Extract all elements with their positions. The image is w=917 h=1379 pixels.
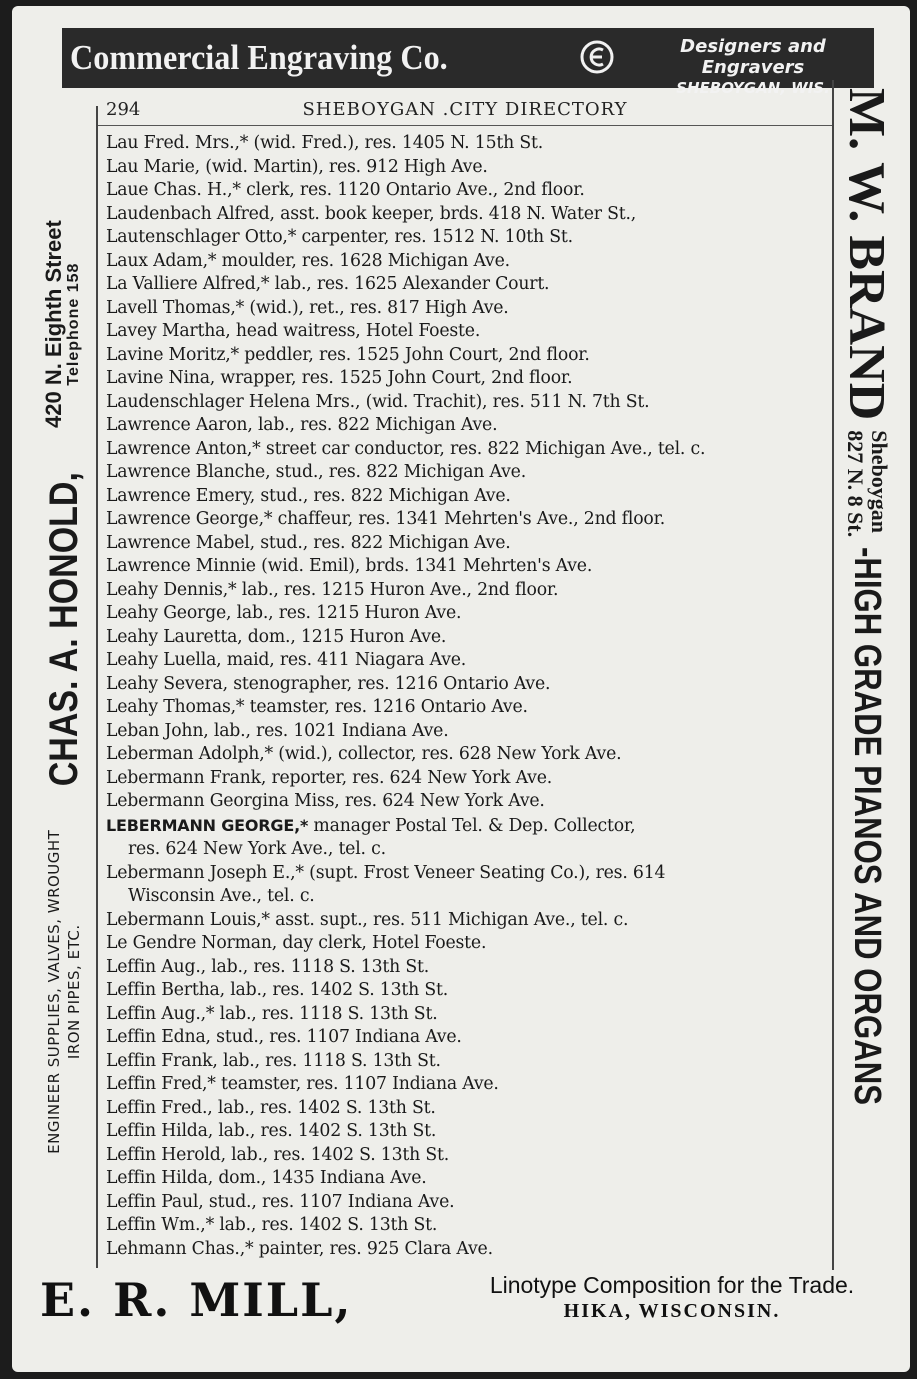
entry-continuation [106, 838, 838, 862]
directory-entry [106, 1026, 838, 1050]
directory-entry [106, 602, 838, 626]
entry-name: Lawrence Blanche, [106, 462, 271, 482]
entry-name: Lawrence George,* [106, 509, 273, 529]
entry-details: head waitress, Hotel Foeste. [230, 321, 481, 341]
entry-details: (supt. Frost Veneer Seating Co.), res. 614 [303, 862, 666, 883]
entry-details: stud., res. 822 Michigan Ave. [254, 532, 511, 553]
entry-name: Leahy Thomas,* [106, 697, 245, 717]
mill-text [452, 1272, 892, 1324]
engraving-company-name: Commercial Engraving Co. [70, 38, 448, 77]
entry-details: lab., res. 1402 S. 13th St. [224, 980, 449, 1000]
entry-details: (wid. Emil), brds. 1341 Mehrten's Ave. [255, 556, 593, 576]
directory-entry [106, 1167, 838, 1191]
entry-name: Laue Chas. H.,* [106, 180, 241, 200]
directory-entry [106, 909, 838, 933]
entry-name: Lebermann Joseph E.,* [106, 862, 304, 883]
entry-details: clerk, res. 1120 Ontario Ave., 2nd floor. [240, 180, 585, 200]
directory-entry [106, 391, 838, 415]
entry-details: maid, res. 411 Niagara Ave. [221, 650, 467, 670]
honold-telephone: Telephone 158 [65, 262, 82, 386]
honold-name: CHAS. A. HONOLD, [41, 471, 86, 786]
directory-entry [106, 226, 838, 250]
entry-details: lab., res. 1021 Indiana Ave. [208, 720, 449, 741]
entry-name: Le Gendre Norman, [106, 933, 278, 953]
entry-name: Leffin Fred., [106, 1097, 213, 1118]
entry-details: lab., res. 1118 S. 13th St. [205, 956, 430, 977]
entry-name: Leffin Paul, [106, 1191, 204, 1212]
entry-continuation [106, 885, 838, 909]
entry-details: lab., res. 1118 S. 13th St. [217, 1050, 441, 1071]
directory-entry [106, 626, 838, 650]
directory-entry [106, 1144, 838, 1168]
directory-entry [106, 862, 838, 886]
entry-details: wrapper, res. 1525 John Court, 2nd floor. [215, 368, 573, 388]
page-header [98, 99, 832, 126]
entry-name: Lavey Martha, [106, 321, 231, 341]
entry-details: (wid.), ret., res. 817 High Ave. [244, 297, 509, 318]
entry-details: asst. supt., res. 511 Michigan Ave., tel. c. [269, 909, 629, 930]
entry-details: carpenter, res. 1512 N. 10th St. [296, 227, 573, 247]
supplies-text [44, 830, 84, 1154]
entry-name: Leffin Aug., [106, 956, 206, 977]
directory-entry [106, 1238, 838, 1262]
entry-name: Leffin Aug.,* [106, 1003, 215, 1024]
directory-entry [106, 1191, 838, 1215]
entry-details: manager Postal Tel. & Dep. Collector, [308, 815, 636, 836]
brand-street: 827 N. 8 St. [843, 430, 868, 538]
directory-entry [106, 649, 838, 673]
entry-details: res. 624 New York Ave. [339, 791, 545, 811]
supplies-line-1: ENGINEER SUPPLIES, VALVES, WROUGHT [45, 829, 63, 1154]
entry-details: lab., res. 822 Michigan Ave. [252, 415, 498, 435]
entry-details: reporter, res. 624 New York Ave. [266, 767, 553, 788]
entry-name: Leahy Dennis,* [106, 579, 237, 600]
entry-details: lab., res. 1625 Alexander Court. [269, 274, 550, 294]
entry-details: teamster, res. 1107 Indiana Ave. [215, 1074, 499, 1094]
entry-name: Lavell Thomas,* [106, 297, 245, 318]
entry-details: asst. book keeper, brds. 418 N. Water St., [274, 203, 637, 224]
entry-name: Laudenschlager Helena Mrs., [106, 391, 361, 412]
entry-details: stud., res. 1107 Indiana Ave. [210, 1027, 462, 1047]
directory-entry [106, 579, 838, 603]
entry-name: Lavine Nina, [106, 368, 216, 388]
entry-details: lab., res. 1215 Huron Ave. [231, 603, 462, 623]
right-side-advertisement [832, 80, 900, 1270]
directory-entry [106, 203, 838, 227]
entry-name: Lawrence Mabel, [106, 532, 255, 553]
entry-name: Leahy Lauretta, [106, 626, 243, 647]
directory-entry [106, 250, 838, 274]
directory-entry [106, 790, 838, 814]
entry-details: stenographer, res. 1216 Ontario Ave. [227, 673, 551, 694]
entry-name: Lau Marie, [106, 156, 200, 177]
entry-name: Lavine Moritz,* [106, 344, 239, 365]
entry-details: day clerk, Hotel Foeste. [277, 933, 487, 953]
tagline-line-1: Designers and Engravers [680, 36, 826, 78]
entry-details: peddler, res. 1525 John Court, 2nd floor. [239, 344, 590, 365]
directory-entry [106, 1050, 838, 1074]
entry-name: Leffin Wm.,* [106, 1215, 215, 1235]
directory-entry [106, 720, 838, 744]
entry-name: Lawrence Anton,* [106, 438, 261, 459]
directory-entry [106, 367, 838, 391]
directory-entry [106, 461, 838, 485]
directory-entry [106, 979, 838, 1003]
entry-name: Lebermann Georgina Miss, [106, 791, 340, 811]
directory-entry [106, 508, 838, 532]
entry-details: res. 624 New York Ave., tel. c. [128, 839, 386, 859]
entry-details: (wid. Martin), res. 912 High Ave. [199, 156, 488, 177]
entry-details: chaffeur, res. 1341 Mehrten's Ave., 2nd floor. [272, 509, 666, 529]
left-side-advertisement [32, 106, 98, 1268]
entry-name: Lehmann Chas.,* [106, 1238, 254, 1259]
directory-entry [106, 696, 838, 720]
entry-name: Laux Adam,* [106, 250, 217, 271]
entry-details: stud., res. 822 Michigan Ave. [255, 485, 511, 506]
entry-details: painter, res. 925 Clara Ave. [253, 1238, 493, 1259]
directory-entry [106, 1003, 838, 1027]
entry-name: Lebermann Louis,* [106, 909, 270, 930]
directory-entry [106, 414, 838, 438]
entry-name: Leffin Frank, [106, 1050, 218, 1071]
entry-name: La Valliere Alfred,* [106, 274, 270, 294]
entry-name: Leffin Hilda, [106, 1168, 214, 1188]
honold-address: 420 N. Eighth Street [41, 220, 66, 428]
directory-entry [106, 297, 838, 321]
supplies-line-2: IRON PIPES, ETC. [65, 924, 83, 1060]
directory-page [12, 6, 910, 1372]
brand-location [843, 430, 891, 537]
entry-name: Lawrence Aaron, [106, 415, 253, 435]
entry-name: Lawrence Emery, [106, 485, 256, 506]
entry-details: teamster, res. 1216 Ontario Ave. [244, 697, 528, 717]
entry-details: lab., res. 1402 S. 13th St. [213, 1121, 437, 1141]
mill-location: HIKA, WISCONSIN. [563, 1300, 781, 1322]
directory-entries [106, 132, 838, 1261]
directory-entry [106, 767, 838, 791]
directory-entry [106, 743, 838, 767]
entry-name: Lautenschlager Otto,* [106, 227, 297, 247]
directory-entry [106, 1214, 838, 1238]
directory-entry [106, 1073, 838, 1097]
directory-entry [106, 1097, 838, 1121]
entry-name: Laudenbach Alfred, [106, 203, 275, 224]
entry-details: lab., res. 1118 S. 13th St. [214, 1003, 438, 1024]
directory-entry [106, 320, 838, 344]
mill-name: E. R. MILL, [40, 1273, 353, 1327]
entry-details: Wisconsin Ave., tel. c. [128, 886, 315, 906]
directory-entry [106, 344, 838, 368]
directory-entry [106, 932, 838, 956]
tagline-line-2: SHEBOYGAN, WIS. [676, 79, 830, 97]
entry-details: (wid. Fred.), res. 1405 N. 15th St. [248, 133, 544, 153]
entry-name: Leahy George, [106, 603, 232, 623]
entry-details: stud., res. 822 Michigan Ave. [270, 462, 526, 482]
mill-service: Linotype Composition for the Trade. [489, 1272, 855, 1298]
honold-contact [41, 220, 84, 428]
directory-entry [106, 156, 838, 180]
page-title: SHEBOYGAN .CITY DIRECTORY [302, 99, 628, 120]
entry-name: Leban John, [106, 720, 209, 741]
entry-details: dom., 1435 Indiana Ave. [213, 1168, 427, 1188]
directory-entry [106, 179, 838, 203]
brand-city: Sheboygan [867, 430, 892, 533]
entry-name: Leahy Luella, [106, 650, 222, 670]
entry-name: Leffin Edna, [106, 1027, 211, 1047]
entry-details: street car conductor, res. 822 Michigan Ave., tel. c. [260, 438, 706, 459]
entry-name: Leahy Severa, [106, 673, 228, 694]
entry-name: Lau Fred. Mrs.,* [106, 133, 249, 153]
entry-name: Leffin Bertha, [106, 980, 225, 1000]
directory-entry [106, 555, 838, 579]
entry-name: LEBERMANN GEORGE,* [106, 815, 309, 835]
company-logo-icon [580, 40, 614, 74]
directory-entry [106, 1120, 838, 1144]
bottom-advertisement-banner [32, 1268, 894, 1332]
page-number: 294 [106, 99, 141, 120]
entry-details: lab., res. 1402 S. 13th St. [214, 1215, 438, 1235]
directory-entry [106, 273, 838, 297]
directory-entry [106, 673, 838, 697]
entry-name: Lebermann Frank, [106, 767, 267, 788]
entry-name: Leberman Adolph,* [106, 744, 273, 764]
brand-name: M. W. BRAND [838, 88, 896, 421]
directory-entry [106, 132, 838, 156]
directory-entry [106, 814, 838, 839]
entry-name: Leffin Herold, [106, 1144, 226, 1165]
top-advertisement-banner [62, 28, 874, 97]
directory-entry [106, 532, 838, 556]
entry-details: lab., res. 1215 Huron Ave., 2nd floor. [236, 579, 559, 600]
entry-details: (wid.), collector, res. 628 New York Ave. [272, 744, 622, 764]
entry-details: lab., res. 1402 S. 13th St. [212, 1097, 436, 1118]
entry-details: stud., res. 1107 Indiana Ave. [203, 1191, 455, 1212]
entry-details: dom., 1215 Huron Ave. [242, 626, 447, 647]
entry-name: Lawrence Minnie [106, 556, 256, 576]
directory-entry [106, 485, 838, 509]
entry-name: Leffin Hilda, [106, 1121, 214, 1141]
directory-entry [106, 956, 838, 980]
entry-details: (wid. Trachit), res. 511 N. 7th St. [360, 391, 650, 412]
entry-name: Leffin Fred,* [106, 1074, 216, 1094]
entry-details: lab., res. 1402 S. 13th St. [225, 1144, 450, 1165]
entry-details: moulder, res. 1628 Michigan Ave. [216, 250, 510, 271]
directory-entry [106, 438, 838, 462]
brand-slogan: -HIGH GRADE PIANOS AND ORGANS [846, 547, 889, 1106]
